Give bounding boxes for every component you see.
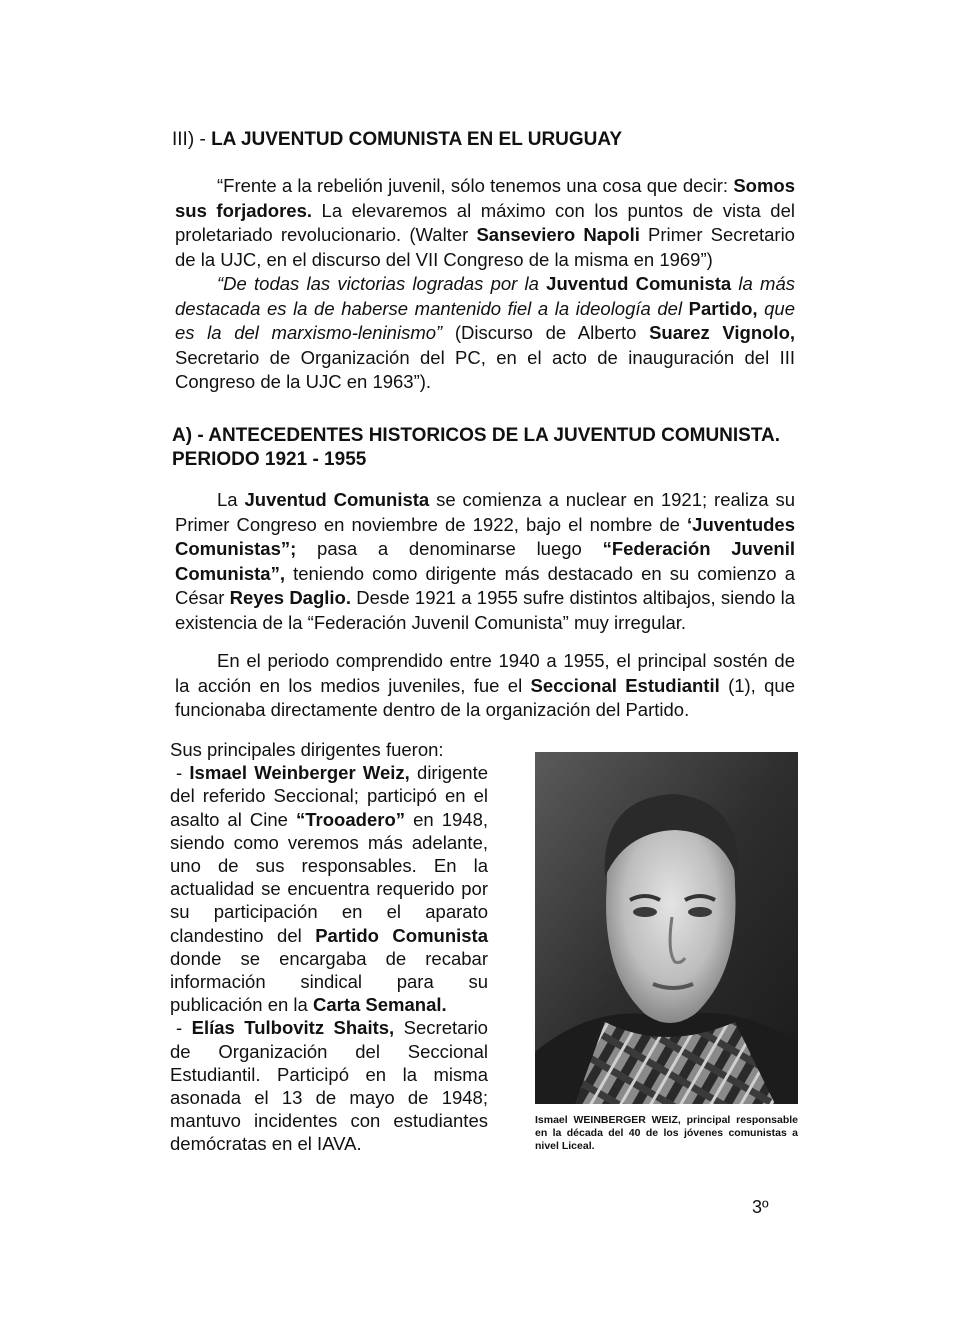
leader-item: - Ismael Weinberger Weiz, dirigente del referido Seccional; participó en el asalto al Cine “Trooadero” en 1948, siendo como veremos más adelante, uno de sus responsables. En la actualidad se encuentra requerido por su participación en el aparato clandestino del Partido Comunista donde se encargaba de recabar información sindical para su publicación en la Carta Semanal. <box>170 762 489 1016</box>
speaker-name: Sanseviero Napoli <box>476 224 640 245</box>
subsection-heading <box>172 424 797 472</box>
paragraph-history: La Juventud Comunista se comienza a nuclear en 1921; realiza su Primer Congreso en noviembre de 1922, bajo el nombre de ‘Juventudes Comunistas”; pasa a denominarse luego “Federación Juvenil Comunista”, teniendo como dirigente más destacado en su comienzo a César Reyes Daglio. Desde 1921 a 1955 sufre distintos altibajos, siendo la existencia de la “Federación Juvenil Comunista” muy irregular. <box>175 489 796 633</box>
section-heading <box>172 128 812 152</box>
leaders-column <box>170 738 488 1156</box>
page-number: 3º <box>752 1197 769 1217</box>
quote-emphasis: Somos sus forjadores. <box>175 175 795 221</box>
photo-caption: Ismael WEINBERGER WEIZ, principal responsable en la década del 40 de los jóvenes comunistas a nivel Liceal. <box>535 1114 798 1152</box>
body-text <box>175 488 795 723</box>
speaker-name: Suarez Vignolo, <box>649 322 796 343</box>
leaders-intro: Sus principales dirigentes fueron: <box>170 739 444 760</box>
leader-item: - Elías Tulbovitz Shaits, Secretario de Organización del Seccional Estudiantil. Participó en la misma asonada el 13 de mayo de 1948; mantuvo incidentes con estudiantes demócratas en el IAVA. <box>170 1017 488 1155</box>
leader-name: Ismael Weinberger Weiz, <box>189 762 410 784</box>
quote-sanseviero: “Frente a la rebelión juvenil, sólo tenemos una cosa que decir: Somos sus forjadores. La elevaremos al máximo con los puntos de vista del proletariado revolucionario. (Walter Sanseviero Napoli Primer Secretario de la UJC, en el discurso del VII Congreso de la misma en 1969”) <box>175 175 795 270</box>
section-number: III) - <box>172 129 212 150</box>
quote-suarez: “De todas las victorias logradas por la Juventud Comunista la más destacada es la de haberse mantenido fiel a la ideología del Partido, que es la del marxismo-leninismo” (Discurso de Alberto Suarez Vignolo, Secretario de Organización del PC, en el acto de inauguración del III Congreso de la UJC en 1963”). <box>175 273 796 392</box>
paragraph-seccional: En el periodo comprendido entre 1940 a 1955, el principal sostén de la acción en los medios juveniles, fue el Seccional Estudiantil (1), que funcionaba directamente dentro de la organización del Partido. <box>175 650 795 720</box>
portrait-photo <box>535 752 798 1104</box>
leader-name: Elías Tulbovitz Shaits, <box>191 1017 395 1039</box>
subsection-prefix: A) - <box>172 425 209 446</box>
portrait-illustration <box>535 752 798 1104</box>
epigraph-quotes <box>175 174 795 395</box>
section-title: LA JUVENTUD COMUNISTA EN EL URUGUAY <box>211 129 623 150</box>
subsection-title: ANTECEDENTES HISTORICOS DE LA JUVENTUD COMUNISTA. PERIODO 1921 - 1955 <box>172 425 781 470</box>
